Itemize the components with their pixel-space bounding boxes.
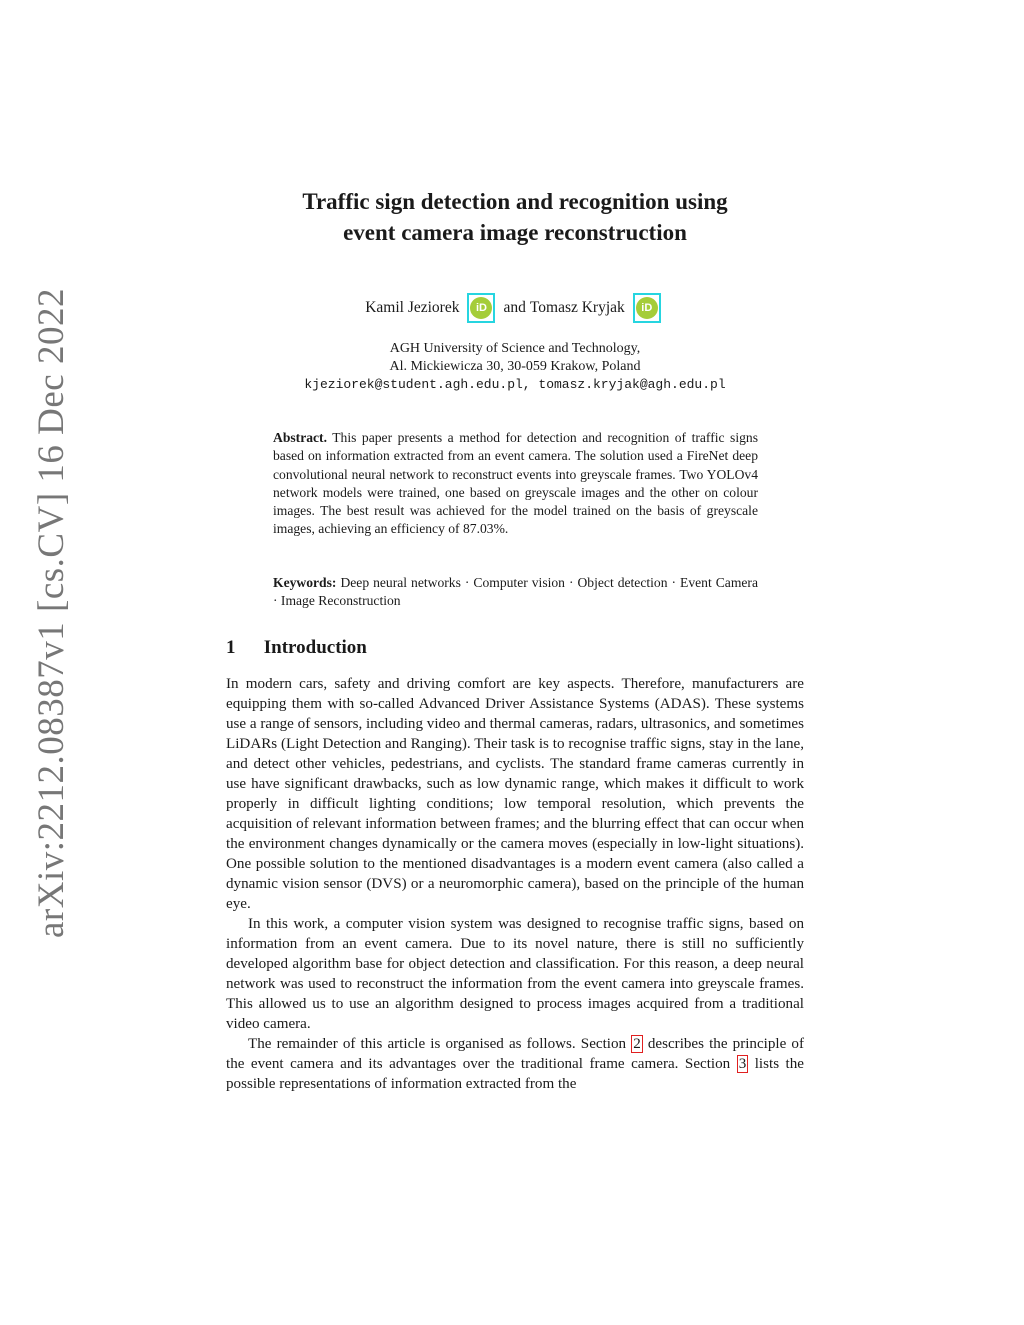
orcid-icon: iD xyxy=(470,297,492,319)
keywords-label: Keywords: xyxy=(273,575,337,590)
affiliation xyxy=(200,340,830,394)
abstract xyxy=(273,429,758,539)
abstract-label: Abstract. xyxy=(273,430,327,445)
paragraph xyxy=(226,1034,804,1094)
paragraph-text: lists the possible representations of information extracted from the xyxy=(226,1056,804,1092)
orcid-link[interactable] xyxy=(633,293,661,323)
arxiv-identifier: arXiv:2212.08387v1 [cs.CV] 16 Dec 2022 xyxy=(31,288,72,938)
section-number: 1 xyxy=(226,637,236,658)
author-list xyxy=(200,293,830,323)
abstract-text: This paper presents a method for detection and recognition of traffic signs based on information extracted from an event camera. The solution used a FireNet deep convolutional neural network to reconstruct events into greyscale frames. Two YOLOv4 network models were trained, one based on greyscale images and the other on colour images. The best result was achieved for the model trained on the basis of greyscale images, achieving an efficiency of 87.03%. xyxy=(273,430,758,537)
keywords xyxy=(273,574,758,611)
author-name: Tomasz Kryjak xyxy=(529,299,625,316)
author-name: Kamil Jeziorek xyxy=(365,299,460,316)
paper-title xyxy=(200,186,830,248)
affiliation-institution: AGH University of Science and Technology, xyxy=(389,341,641,356)
introduction-body xyxy=(226,674,804,1094)
orcid-icon: iD xyxy=(636,297,658,319)
orcid-link[interactable] xyxy=(467,293,495,323)
author-conjunction: and xyxy=(503,299,526,316)
paragraph-text: The remainder of this article is organised as follows. Section xyxy=(248,1036,627,1052)
paragraph-text: describes the principle of the event camera and its advantages over the traditional frame camera. Section xyxy=(226,1036,804,1072)
title-line-1: Traffic sign detection and recognition using xyxy=(302,189,728,214)
keywords-text: Deep neural networks · Computer vision · Object detection · Event Camera · Image Reconstruction xyxy=(273,575,758,609)
author-emails[interactable]: kjeziorek@student.agh.edu.pl, tomasz.kryjak@agh.edu.pl xyxy=(304,377,726,392)
paragraph: In this work, a computer vision system was designed to recognise traffic signs, based on information from an event camera. Due to its novel nature, there is still no sufficiently developed algorithm base for object detection and classification. For this reason, a deep neural network was used to reconstruct the information from the event camera into greyscale frames. This allowed us to use an algorithm designed to process images acquired from a traditional video camera. xyxy=(226,916,804,1032)
paragraph: In modern cars, safety and driving comfort are key aspects. Therefore, manufacturers are equipping them with so-called Advanced Driver Assistance Systems (ADAS). These systems use a range of sensors, including video and thermal cameras, radars, ultrasonics, and sometimes LiDARs (Light Detection and Ranging). Their task is to recognise traffic signs, stay in the lane, and detect other vehicles, pedestrians, and cyclists. The standard frame cameras currently in use have significant drawbacks, such as low dynamic range, which makes it difficult to work properly in difficult lighting conditions; low temporal resolution, which prevents the acquisition of relevant information between frames; and the blurring effect that can occur when the environment changes dynamically or the camera moves (especially in low-light situations). One possible solution to the mentioned disadvantages is a modern event camera (also called a dynamic vision sensor (DVS) or a neuromorphic camera), based on the principle of the human eye. xyxy=(226,676,804,912)
title-line-2: event camera image reconstruction xyxy=(343,220,687,245)
section-3-reference-link[interactable]: 3 xyxy=(738,1056,747,1072)
section-title: Introduction xyxy=(263,637,367,658)
section-2-reference-link[interactable]: 2 xyxy=(633,1036,641,1052)
section-heading xyxy=(226,637,367,659)
affiliation-address: Al. Mickiewicza 30, 30-059 Krakow, Poland xyxy=(389,359,641,374)
